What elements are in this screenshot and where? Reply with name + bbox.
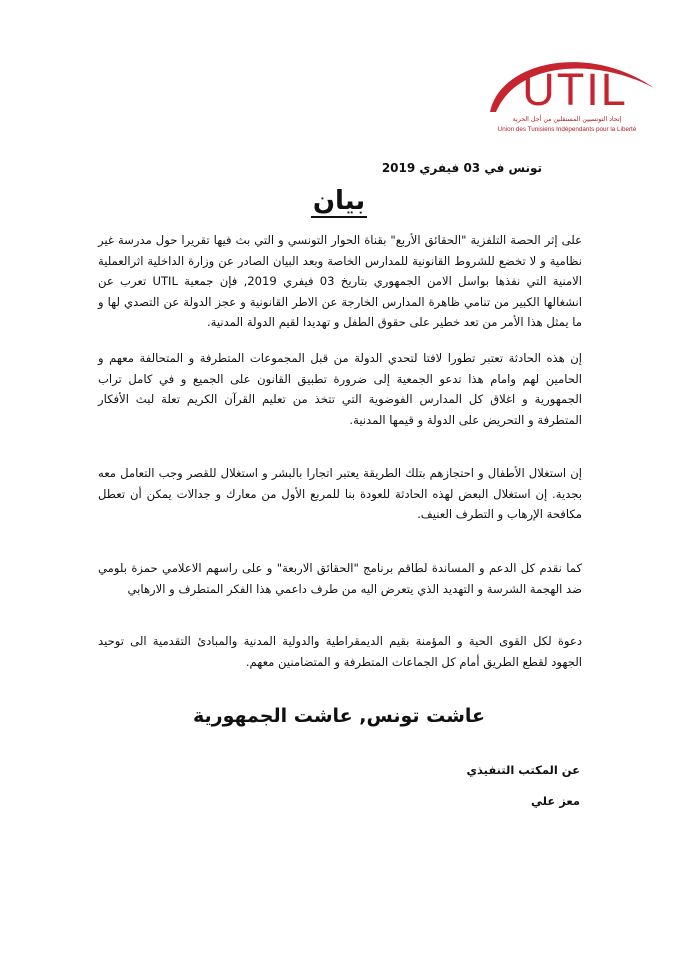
logo-french-name: Union des Tunisiens Indépendants pour la Liberté bbox=[497, 126, 637, 133]
util-logo bbox=[478, 48, 658, 133]
logo-acronym: UTIL bbox=[522, 64, 628, 115]
paragraph-1: على إثر الحصة التلفزية "الحقائق الأربع" بقناة الحوار التونسي و التي بث فيها تقريرا حول مدرسة غير نظامية و لا تخضع للشروط القانونية للمدارس الخاصة وبعد البيان الصادر عن وزارة الداخلية اثرالعملية الامنية التي نفذها بواسل الامن الجمهوري بتاريخ 03 فيفري 2019, فإن جمعية UTIL تعرب عن انشغالها الكبير من تنامي ظاهرة المدارس الخارجة عن الاطر القانونية و عجز الدولة عن التصدي لها و ما يمثل هذا الأمر من تعد خطير على حقوق الطفل و تهديدا لقيم الدولة المدنية. bbox=[98, 233, 582, 329]
document-date: تونس في 03 فيفري 2019 bbox=[381, 161, 542, 175]
paragraph-4: كما نقدم كل الدعم و المساندة لطاقم برنامج "الحقائق الاربعة" و على راسهم الاعلامي حمزة بلومي ضد الهجمة الشرسة و التهديد الذي يتعرض اليه من طرف داعمي هذا الفكر المتطرف و الارهابي bbox=[98, 561, 582, 596]
document-title bbox=[0, 184, 678, 218]
logo-arabic-name: إتحاد التونسيين المستقلين من أجل الحرية bbox=[512, 116, 622, 123]
document-title-text: بيان bbox=[312, 186, 366, 216]
paragraph-5: دعوة لكل القوى الحية و المؤمنة بقيم الديمقراطية والدولية المدنية والمبادئ التقدمية الى توحيد الجهود لقطع الطريق أمام كل الجماعات المتطرفة و المتضامنين معهم. bbox=[98, 634, 582, 669]
closing-slogan: عاشت تونس, عاشت الجمهورية bbox=[192, 705, 486, 727]
paragraph-3: إن استغلال الأطفال و احتجازهم بتلك الطريقة يعتبر اتجارا بالبشر و استغلال للقصر وجب التعامل معه بجدية. إن استغلال البعض لهذه الحادثة للعودة بنا للمربع الأول من معارك و جدالات يمكن أن تعطل مكافحة الإرهاب و التطرف العنيف. bbox=[98, 466, 582, 521]
signature-office: عن المكتب التنفيذي bbox=[466, 763, 580, 777]
signature-name: معز علي bbox=[531, 794, 580, 808]
paragraph-2: إن هذه الحادثة تعتبر تطورا لافتا لتحدي الدولة من قبل المجموعات المتطرفة و المتحالفة معهم و الحامين لهم وامام هذا تدعو الجمعية إلى ضرورة تطبيق القانون على الجميع و في كامل تراب الجمهورية و اغلاق كل المدارس الفوضوية التي تتخذ من تعليم القرآن الكريم تعلة لبث الأفكار المتطرفة و التحريض على الدولة و قيمها المدنية. bbox=[98, 351, 582, 427]
